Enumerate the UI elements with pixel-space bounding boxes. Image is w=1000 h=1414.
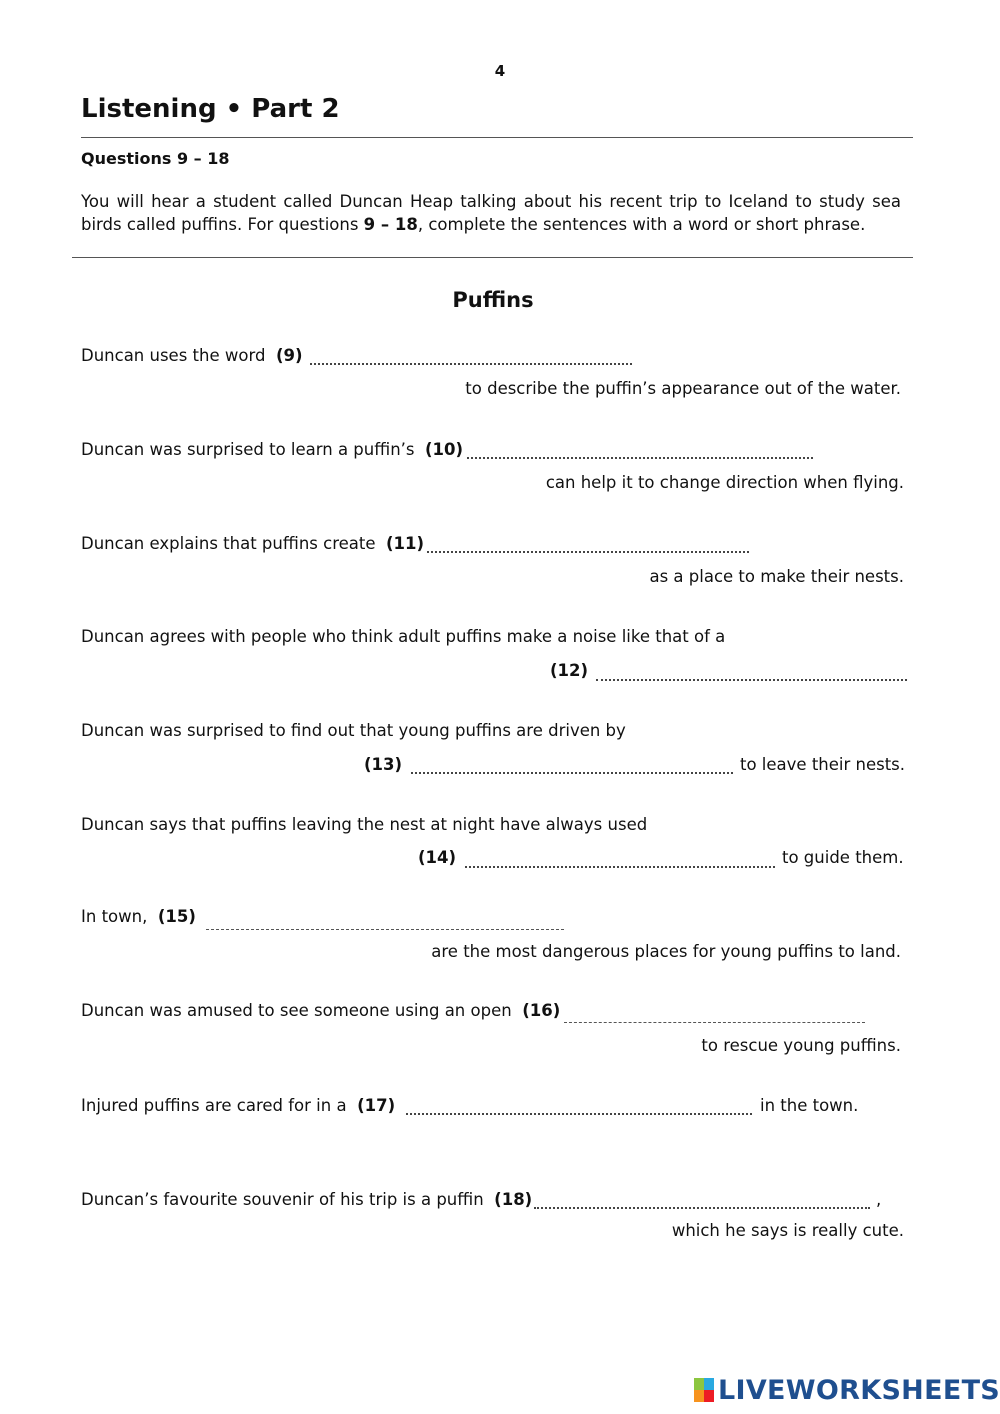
q17-continuation: in the town. — [760, 1096, 859, 1115]
instructions — [81, 190, 901, 236]
instructions-text-2: , complete the sentences with a word or short phrase. — [417, 215, 866, 234]
q9-continuation: to describe the puffin’s appearance out of the water. — [465, 379, 901, 398]
q10-answer-line[interactable] — [467, 457, 813, 459]
q12-number: (12) — [550, 661, 589, 680]
instructions-question-range: 9 – 18 — [363, 215, 418, 234]
q15-prompt — [81, 907, 196, 926]
section-title: Listening • Part 2 — [81, 94, 340, 124]
q9-number: (9) — [275, 346, 303, 365]
title-divider — [81, 137, 913, 138]
q16-continuation: to rescue young puffins. — [701, 1036, 901, 1055]
q16-number: (16) — [522, 1001, 561, 1020]
q11-prompt — [81, 534, 424, 553]
questions-range: Questions 9 – 18 — [81, 149, 230, 168]
q13-prompt: Duncan was surprised to find out that young puffins are driven by — [81, 721, 626, 740]
liveworksheets-logo-text: LIVEWORKSHEETS — [718, 1374, 1000, 1406]
q11-continuation: as a place to make their nests. — [649, 567, 904, 586]
q16-text: Duncan was amused to see someone using an open — [81, 1001, 512, 1020]
q18-comma: , — [876, 1190, 882, 1209]
q16-prompt — [81, 1001, 560, 1020]
q15-continuation: are the most dangerous places for young puffins to land. — [431, 942, 901, 961]
q15-answer-line[interactable] — [206, 929, 564, 930]
q13-continuation: to leave their nests. — [740, 755, 906, 774]
q11-answer-line[interactable] — [427, 551, 749, 553]
q9-prompt — [81, 346, 303, 365]
q9-text: Duncan uses the word — [81, 346, 266, 365]
q10-text: Duncan was surprised to learn a puffin’s — [81, 440, 415, 459]
q18-prompt — [81, 1190, 532, 1209]
q10-continuation: can help it to change direction when flying. — [545, 473, 904, 492]
q17-answer-line[interactable] — [406, 1113, 752, 1115]
q16-answer-line[interactable] — [564, 1022, 865, 1023]
q18-continuation: which he says is really cute. — [671, 1221, 904, 1240]
q18-text: Duncan’s favourite souvenir of his trip is a puffin — [81, 1190, 484, 1209]
q11-text: Duncan explains that puffins create — [81, 534, 376, 553]
q18-number: (18) — [494, 1190, 533, 1209]
q17-text: Injured puffins are cared for in a — [81, 1096, 347, 1115]
q17-number: (17) — [357, 1096, 396, 1115]
q15-number: (15) — [157, 907, 196, 926]
instructions-divider — [72, 257, 913, 258]
q13-answer-line[interactable] — [411, 772, 733, 774]
liveworksheets-logo-icon — [694, 1378, 714, 1402]
q14-prompt: Duncan says that puffins leaving the nest at night have always used — [81, 815, 648, 834]
instructions-text-1: You will hear a student called Duncan Heap talking about his recent trip to Iceland to study sea birds called puffins. For questions — [81, 192, 901, 234]
liveworksheets-logo — [694, 1374, 1000, 1406]
q10-prompt — [81, 440, 463, 459]
page-number: 4 — [494, 62, 506, 80]
q12-prompt: Duncan agrees with people who think adult puffins make a noise like that of a — [81, 627, 726, 646]
q9-answer-line[interactable] — [310, 363, 632, 365]
q17-prompt — [81, 1096, 395, 1115]
q15-text: In town, — [81, 907, 148, 926]
q13-number: (13) — [364, 755, 403, 774]
q18-answer-line[interactable] — [534, 1207, 870, 1209]
q12-answer-line[interactable] — [596, 679, 907, 681]
worksheet-heading: Puffins — [452, 288, 534, 312]
q11-number: (11) — [386, 534, 425, 553]
q14-continuation: to guide them. — [782, 848, 904, 867]
q14-answer-line[interactable] — [465, 866, 775, 868]
q10-number: (10) — [425, 440, 464, 459]
q14-number: (14) — [418, 848, 457, 867]
